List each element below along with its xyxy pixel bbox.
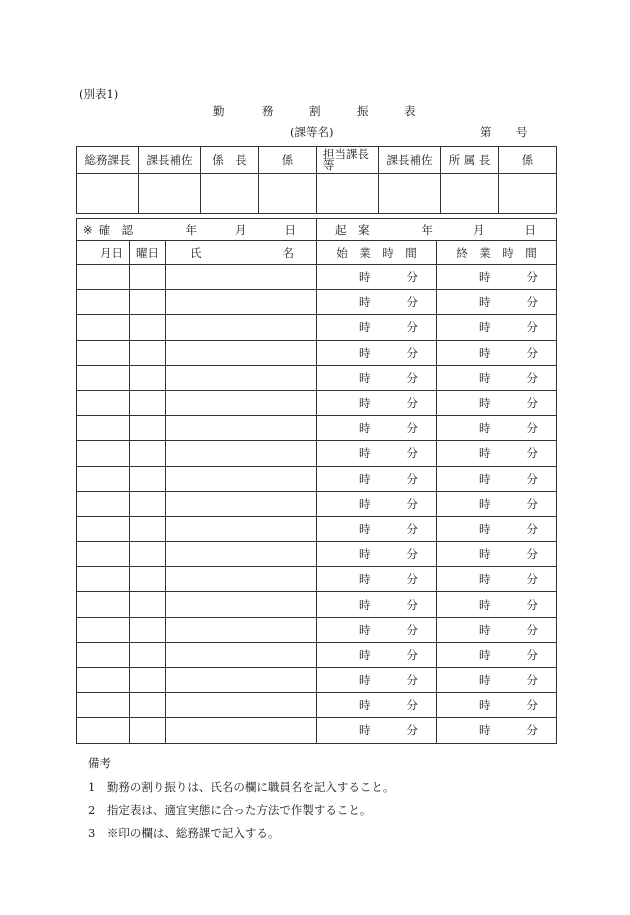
start-time-cell[interactable] bbox=[317, 567, 437, 592]
schedule-row bbox=[77, 718, 557, 743]
header-name bbox=[166, 241, 317, 265]
hour-unit: 時 bbox=[479, 370, 491, 385]
date-cell[interactable] bbox=[77, 516, 130, 541]
minute-unit: 分 bbox=[406, 622, 418, 637]
minute-unit: 分 bbox=[526, 723, 538, 738]
header-start-time: 始 業 時 間 bbox=[317, 241, 437, 265]
end-time-cell[interactable] bbox=[437, 617, 557, 642]
name-cell[interactable] bbox=[166, 592, 317, 617]
minute-unit: 分 bbox=[406, 673, 418, 688]
hour-unit: 時 bbox=[479, 572, 491, 587]
end-time-cell[interactable] bbox=[437, 567, 557, 592]
schedule-row bbox=[77, 340, 557, 365]
start-time-cell[interactable] bbox=[317, 441, 437, 466]
minute-unit: 分 bbox=[526, 421, 538, 436]
schedule-row bbox=[77, 290, 557, 315]
seal-cell[interactable] bbox=[379, 174, 441, 214]
appendix-label: (別表1) bbox=[79, 87, 119, 101]
day-label: 日 bbox=[284, 222, 296, 237]
date-cell[interactable] bbox=[77, 491, 130, 516]
title-char: 勤 bbox=[213, 104, 225, 118]
minute-unit: 分 bbox=[406, 521, 418, 536]
start-time-cell[interactable] bbox=[317, 340, 437, 365]
header-name-right: 名 bbox=[282, 245, 294, 260]
seal-cell[interactable] bbox=[259, 174, 317, 214]
month-label: 月 bbox=[473, 222, 485, 237]
date-cell[interactable] bbox=[77, 642, 130, 667]
start-time-cell[interactable] bbox=[317, 466, 437, 491]
hour-unit: 時 bbox=[359, 320, 371, 335]
notes-title: 備考 bbox=[88, 756, 111, 770]
header-date: 月日 bbox=[77, 241, 130, 265]
hour-unit: 時 bbox=[479, 521, 491, 536]
start-time-cell[interactable] bbox=[317, 542, 437, 567]
weekday-cell[interactable] bbox=[130, 516, 166, 541]
hour-unit: 時 bbox=[479, 547, 491, 562]
start-time-cell[interactable] bbox=[317, 365, 437, 390]
approval-header: 係 長 bbox=[201, 147, 259, 174]
name-cell[interactable] bbox=[166, 441, 317, 466]
end-time-cell[interactable] bbox=[437, 491, 557, 516]
weekday-cell[interactable] bbox=[130, 542, 166, 567]
minute-unit: 分 bbox=[406, 547, 418, 562]
approval-header: 担当課長等 bbox=[317, 147, 379, 174]
hour-unit: 時 bbox=[479, 446, 491, 461]
header-name-left: 氏 bbox=[190, 245, 202, 260]
hour-unit: 時 bbox=[479, 597, 491, 612]
weekday-cell[interactable] bbox=[130, 315, 166, 340]
name-cell[interactable] bbox=[166, 567, 317, 592]
weekday-cell[interactable] bbox=[130, 567, 166, 592]
minute-unit: 分 bbox=[406, 647, 418, 662]
hour-unit: 時 bbox=[359, 446, 371, 461]
hour-unit: 時 bbox=[479, 396, 491, 411]
date-cell[interactable] bbox=[77, 542, 130, 567]
confirm-cell[interactable] bbox=[77, 219, 317, 241]
date-cell[interactable] bbox=[77, 390, 130, 415]
end-time-cell[interactable] bbox=[437, 718, 557, 743]
minute-unit: 分 bbox=[406, 396, 418, 411]
minute-unit: 分 bbox=[526, 673, 538, 688]
weekday-cell[interactable] bbox=[130, 693, 166, 718]
title-char: 表 bbox=[404, 104, 416, 118]
start-time-cell[interactable] bbox=[317, 416, 437, 441]
name-cell[interactable] bbox=[166, 340, 317, 365]
hour-unit: 時 bbox=[359, 673, 371, 688]
schedule-row bbox=[77, 592, 557, 617]
end-time-cell[interactable] bbox=[437, 390, 557, 415]
seal-cell[interactable] bbox=[441, 174, 499, 214]
start-time-cell[interactable] bbox=[317, 290, 437, 315]
hour-unit: 時 bbox=[359, 471, 371, 486]
minute-unit: 分 bbox=[406, 270, 418, 285]
title-char: 務 bbox=[262, 104, 274, 118]
minute-unit: 分 bbox=[526, 547, 538, 562]
weekday-cell[interactable] bbox=[130, 668, 166, 693]
minute-unit: 分 bbox=[526, 496, 538, 511]
start-time-cell[interactable] bbox=[317, 617, 437, 642]
schedule-row bbox=[77, 416, 557, 441]
seal-cell[interactable] bbox=[201, 174, 259, 214]
schedule-row bbox=[77, 466, 557, 491]
weekday-cell[interactable] bbox=[130, 491, 166, 516]
date-cell[interactable] bbox=[77, 617, 130, 642]
approval-header: 係 bbox=[499, 147, 557, 174]
year-label: 年 bbox=[185, 222, 197, 237]
weekday-cell[interactable] bbox=[130, 466, 166, 491]
hour-unit: 時 bbox=[359, 421, 371, 436]
minute-unit: 分 bbox=[406, 320, 418, 335]
end-time-cell[interactable] bbox=[437, 290, 557, 315]
schedule-row bbox=[77, 491, 557, 516]
hour-unit: 時 bbox=[359, 396, 371, 411]
minute-unit: 分 bbox=[526, 471, 538, 486]
name-cell[interactable] bbox=[166, 542, 317, 567]
schedule-row bbox=[77, 441, 557, 466]
name-cell[interactable] bbox=[166, 718, 317, 743]
start-time-cell[interactable] bbox=[317, 315, 437, 340]
start-time-cell[interactable] bbox=[317, 693, 437, 718]
minute-unit: 分 bbox=[406, 421, 418, 436]
seal-cell[interactable] bbox=[499, 174, 557, 214]
year-label: 年 bbox=[421, 222, 433, 237]
name-cell[interactable] bbox=[166, 265, 317, 290]
end-time-cell[interactable] bbox=[437, 265, 557, 290]
date-cell[interactable] bbox=[77, 592, 130, 617]
hour-unit: 時 bbox=[479, 421, 491, 436]
weekday-cell[interactable] bbox=[130, 441, 166, 466]
approval-header: 課長補佐 bbox=[379, 147, 441, 174]
start-time-cell[interactable] bbox=[317, 642, 437, 667]
start-time-cell[interactable] bbox=[317, 516, 437, 541]
hour-unit: 時 bbox=[479, 295, 491, 310]
minute-unit: 分 bbox=[406, 572, 418, 587]
notes bbox=[88, 755, 394, 848]
hour-unit: 時 bbox=[359, 521, 371, 536]
hour-unit: 時 bbox=[359, 572, 371, 587]
date-cell[interactable] bbox=[77, 567, 130, 592]
minute-unit: 分 bbox=[526, 622, 538, 637]
weekday-cell[interactable] bbox=[130, 365, 166, 390]
date-cell[interactable] bbox=[77, 441, 130, 466]
schedule-row bbox=[77, 365, 557, 390]
weekday-cell[interactable] bbox=[130, 718, 166, 743]
name-cell[interactable] bbox=[166, 693, 317, 718]
start-time-cell[interactable] bbox=[317, 668, 437, 693]
end-time-cell[interactable] bbox=[437, 466, 557, 491]
approval-table bbox=[76, 146, 557, 214]
minute-unit: 分 bbox=[526, 370, 538, 385]
minute-unit: 分 bbox=[526, 270, 538, 285]
schedule-row bbox=[77, 668, 557, 693]
schedule-row bbox=[77, 542, 557, 567]
note-item: 2 指定表は、適宜実態に合った方法で作製すること。 bbox=[88, 803, 372, 817]
end-time-cell[interactable] bbox=[437, 668, 557, 693]
name-cell[interactable] bbox=[166, 390, 317, 415]
approval-header: 総務課長 bbox=[77, 147, 139, 174]
start-time-cell[interactable] bbox=[317, 265, 437, 290]
minute-unit: 分 bbox=[526, 396, 538, 411]
minute-unit: 分 bbox=[526, 295, 538, 310]
end-time-cell[interactable] bbox=[437, 642, 557, 667]
hour-unit: 時 bbox=[479, 320, 491, 335]
minute-unit: 分 bbox=[526, 446, 538, 461]
date-cell[interactable] bbox=[77, 340, 130, 365]
schedule-row bbox=[77, 315, 557, 340]
minute-unit: 分 bbox=[526, 572, 538, 587]
title-char: 割 bbox=[309, 104, 321, 118]
minute-unit: 分 bbox=[406, 496, 418, 511]
end-time-cell[interactable] bbox=[437, 542, 557, 567]
minute-unit: 分 bbox=[406, 345, 418, 360]
name-cell[interactable] bbox=[166, 617, 317, 642]
draft-cell[interactable] bbox=[317, 219, 557, 241]
start-time-cell[interactable] bbox=[317, 390, 437, 415]
confirm-table bbox=[76, 218, 557, 241]
end-time-cell[interactable] bbox=[437, 592, 557, 617]
hour-unit: 時 bbox=[479, 345, 491, 360]
day-label: 日 bbox=[524, 222, 536, 237]
date-cell[interactable] bbox=[77, 290, 130, 315]
hour-unit: 時 bbox=[359, 723, 371, 738]
seal-cell[interactable] bbox=[317, 174, 379, 214]
hour-unit: 時 bbox=[479, 698, 491, 713]
end-time-cell[interactable] bbox=[437, 693, 557, 718]
name-cell[interactable] bbox=[166, 491, 317, 516]
confirm-label: 確 認 bbox=[98, 222, 134, 237]
name-cell[interactable] bbox=[166, 668, 317, 693]
minute-unit: 分 bbox=[526, 521, 538, 536]
end-time-cell[interactable] bbox=[437, 315, 557, 340]
end-time-cell[interactable] bbox=[437, 416, 557, 441]
hour-unit: 時 bbox=[359, 370, 371, 385]
weekday-cell[interactable] bbox=[130, 592, 166, 617]
date-cell[interactable] bbox=[77, 315, 130, 340]
approval-header: 課長補佐 bbox=[139, 147, 201, 174]
hour-unit: 時 bbox=[359, 547, 371, 562]
schedule-table bbox=[76, 240, 557, 744]
weekday-cell[interactable] bbox=[130, 265, 166, 290]
note-item: 3 ※印の欄は、総務課で記入する。 bbox=[88, 826, 280, 840]
hour-unit: 時 bbox=[479, 496, 491, 511]
header-weekday: 曜日 bbox=[130, 241, 166, 265]
date-cell[interactable] bbox=[77, 365, 130, 390]
date-cell[interactable] bbox=[77, 416, 130, 441]
hour-unit: 時 bbox=[479, 673, 491, 688]
title-char: 振 bbox=[357, 104, 369, 118]
minute-unit: 分 bbox=[526, 698, 538, 713]
number-prefix: 第 bbox=[480, 125, 492, 139]
minute-unit: 分 bbox=[526, 647, 538, 662]
date-cell[interactable] bbox=[77, 265, 130, 290]
hour-unit: 時 bbox=[359, 647, 371, 662]
seal-cell[interactable] bbox=[77, 174, 139, 214]
mark-symbol: ※ bbox=[83, 222, 93, 237]
name-cell[interactable] bbox=[166, 642, 317, 667]
schedule-row bbox=[77, 516, 557, 541]
minute-unit: 分 bbox=[406, 295, 418, 310]
minute-unit: 分 bbox=[406, 370, 418, 385]
end-time-cell[interactable] bbox=[437, 365, 557, 390]
weekday-cell[interactable] bbox=[130, 290, 166, 315]
schedule-row bbox=[77, 390, 557, 415]
hour-unit: 時 bbox=[359, 270, 371, 285]
date-cell[interactable] bbox=[77, 718, 130, 743]
approval-header: 係 bbox=[259, 147, 317, 174]
date-cell[interactable] bbox=[77, 693, 130, 718]
month-label: 月 bbox=[235, 222, 247, 237]
minute-unit: 分 bbox=[526, 597, 538, 612]
minute-unit: 分 bbox=[406, 723, 418, 738]
hour-unit: 時 bbox=[479, 647, 491, 662]
hour-unit: 時 bbox=[359, 597, 371, 612]
minute-unit: 分 bbox=[526, 320, 538, 335]
start-time-cell[interactable] bbox=[317, 718, 437, 743]
hour-unit: 時 bbox=[359, 295, 371, 310]
name-cell[interactable] bbox=[166, 516, 317, 541]
minute-unit: 分 bbox=[406, 471, 418, 486]
header-end-time: 終 業 時 間 bbox=[437, 241, 557, 265]
name-cell[interactable] bbox=[166, 315, 317, 340]
weekday-cell[interactable] bbox=[130, 390, 166, 415]
start-time-cell[interactable] bbox=[317, 491, 437, 516]
seal-cell[interactable] bbox=[139, 174, 201, 214]
weekday-cell[interactable] bbox=[130, 642, 166, 667]
hour-unit: 時 bbox=[359, 698, 371, 713]
schedule-row bbox=[77, 617, 557, 642]
hour-unit: 時 bbox=[359, 345, 371, 360]
name-cell[interactable] bbox=[166, 290, 317, 315]
hour-unit: 時 bbox=[359, 496, 371, 511]
hour-unit: 時 bbox=[479, 471, 491, 486]
minute-unit: 分 bbox=[406, 597, 418, 612]
name-cell[interactable] bbox=[166, 365, 317, 390]
number-suffix: 号 bbox=[516, 125, 528, 139]
end-time-cell[interactable] bbox=[437, 340, 557, 365]
start-time-cell[interactable] bbox=[317, 592, 437, 617]
date-cell[interactable] bbox=[77, 466, 130, 491]
minute-unit: 分 bbox=[406, 698, 418, 713]
hour-unit: 時 bbox=[479, 270, 491, 285]
approval-header: 所 属 長 bbox=[441, 147, 499, 174]
weekday-cell[interactable] bbox=[130, 416, 166, 441]
note-item: 1 勤務の割り振りは、氏名の欄に職員名を記入すること。 bbox=[88, 780, 395, 794]
name-cell[interactable] bbox=[166, 466, 317, 491]
date-cell[interactable] bbox=[77, 668, 130, 693]
minute-unit: 分 bbox=[526, 345, 538, 360]
schedule-row bbox=[77, 265, 557, 290]
section-name-label: (課等名) bbox=[290, 125, 334, 139]
weekday-cell[interactable] bbox=[130, 617, 166, 642]
weekday-cell[interactable] bbox=[130, 340, 166, 365]
hour-unit: 時 bbox=[359, 622, 371, 637]
hour-unit: 時 bbox=[479, 622, 491, 637]
end-time-cell[interactable] bbox=[437, 441, 557, 466]
name-cell[interactable] bbox=[166, 416, 317, 441]
end-time-cell[interactable] bbox=[437, 516, 557, 541]
draft-label: 起 案 bbox=[335, 222, 370, 237]
schedule-row bbox=[77, 693, 557, 718]
minute-unit: 分 bbox=[406, 446, 418, 461]
schedule-row bbox=[77, 567, 557, 592]
hour-unit: 時 bbox=[479, 723, 491, 738]
schedule-row bbox=[77, 642, 557, 667]
